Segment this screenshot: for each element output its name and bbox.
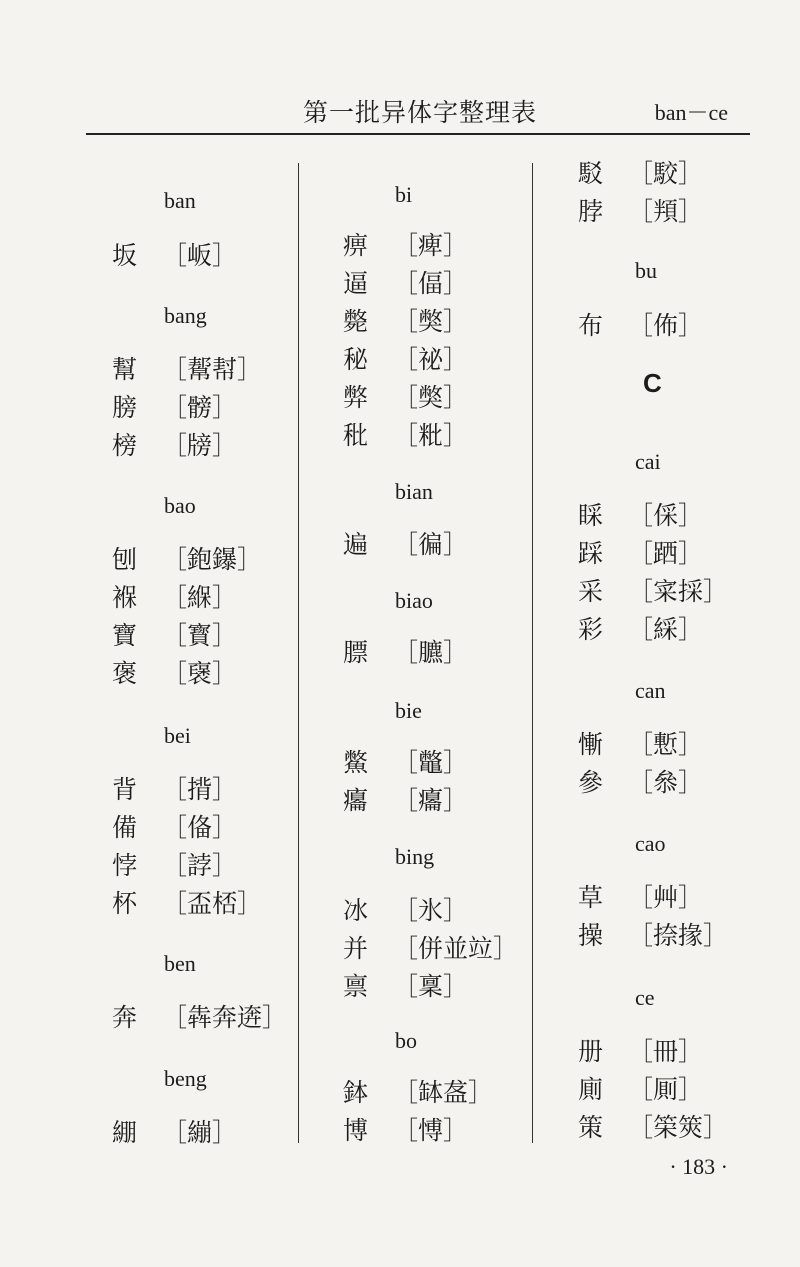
pinyin-heading: ce xyxy=(635,985,655,1010)
variant-entry xyxy=(112,891,262,916)
variant-entry xyxy=(112,815,237,840)
standard-character: 册 xyxy=(578,1037,604,1066)
variant-entry xyxy=(112,585,237,610)
variant-characters: ［叅］ xyxy=(628,768,704,797)
variant-characters: ［厠］ xyxy=(628,1075,704,1104)
variant-characters: ［臕］ xyxy=(393,638,469,667)
variant-entry xyxy=(578,161,703,186)
variant-characters: ［慙］ xyxy=(628,730,704,759)
standard-character: 采 xyxy=(578,577,604,606)
variant-entry xyxy=(578,923,728,948)
standard-character: 癟 xyxy=(343,786,369,815)
standard-character: 踩 xyxy=(578,539,604,568)
standard-character: 弊 xyxy=(343,383,369,412)
pinyin-heading: can xyxy=(635,678,666,703)
variant-entry xyxy=(112,661,237,686)
standard-character: 褒 xyxy=(112,659,138,688)
variant-entry xyxy=(343,974,468,999)
variant-entry xyxy=(578,1077,703,1102)
standard-character: 悖 xyxy=(112,851,138,880)
variant-characters: ［徧］ xyxy=(393,530,469,559)
variant-characters: ［頖］ xyxy=(628,197,704,226)
running-title: 第一批异体字整理表 xyxy=(302,98,537,127)
pinyin-heading: ban xyxy=(164,188,196,213)
variant-entry xyxy=(112,243,237,268)
variant-characters: ［倸］ xyxy=(628,501,704,530)
standard-character: 并 xyxy=(343,934,369,963)
column-divider-1 xyxy=(298,163,299,1143)
variant-entry xyxy=(343,233,468,258)
variant-characters: ［寀採］ xyxy=(628,577,729,606)
standard-character: 刨 xyxy=(112,545,138,574)
variant-characters: ［牓］ xyxy=(162,431,238,460)
standard-character: 脖 xyxy=(578,197,604,226)
variant-entry xyxy=(343,936,518,961)
standard-character: 冰 xyxy=(343,896,369,925)
pinyin-heading: bang xyxy=(164,303,207,328)
variant-characters: ［俻］ xyxy=(162,813,238,842)
variant-characters: ［鼈］ xyxy=(393,748,469,777)
pinyin-heading: beng xyxy=(164,1066,207,1091)
variant-characters: ［幚幇］ xyxy=(162,355,263,384)
standard-character: 操 xyxy=(578,921,604,950)
standard-character: 褓 xyxy=(112,583,138,612)
variant-characters: ［痺］ xyxy=(393,231,469,260)
pinyin-heading: bie xyxy=(395,698,422,723)
variant-characters: ［偪］ xyxy=(393,269,469,298)
variant-entry xyxy=(112,623,237,648)
variant-entry xyxy=(343,309,468,334)
variant-entry xyxy=(343,423,468,448)
pinyin-heading: bian xyxy=(395,479,433,504)
variant-characters: ［誖］ xyxy=(162,851,238,880)
pinyin-heading: bo xyxy=(395,1028,417,1053)
pinyin-heading: bing xyxy=(395,844,435,869)
variant-entry xyxy=(343,750,468,775)
variant-entry xyxy=(343,898,468,923)
variant-characters: ［襃］ xyxy=(162,659,238,688)
standard-character: 杯 xyxy=(112,889,138,918)
standard-character: 廁 xyxy=(578,1075,604,1104)
standard-character: 參 xyxy=(578,768,604,797)
variant-entry xyxy=(343,640,468,665)
variant-entry xyxy=(112,547,262,572)
section-letter: C xyxy=(643,368,662,398)
variant-entry xyxy=(112,395,237,420)
header-rule xyxy=(86,133,750,135)
variant-characters: ［獘］ xyxy=(393,383,469,412)
variant-characters: ［岅］ xyxy=(162,241,238,270)
variant-entry xyxy=(112,433,237,458)
standard-character: 鉢 xyxy=(343,1078,369,1107)
pinyin-heading: cai xyxy=(635,449,661,474)
standard-character: 逼 xyxy=(343,269,369,298)
variant-characters: ［筞筴］ xyxy=(628,1113,729,1142)
variant-characters: ［捺掾］ xyxy=(628,921,729,950)
variant-entry xyxy=(578,1115,728,1140)
variant-entry xyxy=(112,777,237,802)
variant-characters: ［鉋鑤］ xyxy=(162,545,263,574)
standard-character: 彩 xyxy=(578,615,604,644)
variant-characters: ［跴］ xyxy=(628,539,704,568)
variant-characters: ［獘］ xyxy=(393,307,469,336)
variant-entry xyxy=(578,885,703,910)
variant-entry xyxy=(343,347,468,372)
standard-character: 坂 xyxy=(112,241,138,270)
pinyin-heading: cao xyxy=(635,831,666,856)
standard-character: 膀 xyxy=(112,393,138,422)
standard-character: 禀 xyxy=(343,972,369,1001)
variant-entry xyxy=(578,732,703,757)
variant-characters: ［艸］ xyxy=(628,883,704,912)
standard-character: 奔 xyxy=(112,1003,138,1032)
pinyin-heading: ben xyxy=(164,951,196,976)
variant-entry xyxy=(578,770,703,795)
variant-characters: ［氷］ xyxy=(393,896,469,925)
variant-characters: ［盃桮］ xyxy=(162,889,263,918)
standard-character: 榜 xyxy=(112,431,138,460)
standard-character: 背 xyxy=(112,775,138,804)
standard-character: 斃 xyxy=(343,307,369,336)
variant-characters: ［揹］ xyxy=(162,775,238,804)
variant-entry xyxy=(578,617,703,642)
standard-character: 策 xyxy=(578,1113,604,1142)
variant-characters: ［髈］ xyxy=(162,393,238,422)
variant-characters: ［佈］ xyxy=(628,311,704,340)
standard-character: 遍 xyxy=(343,530,369,559)
variant-characters: ［緥］ xyxy=(162,583,238,612)
variant-entry xyxy=(343,385,468,410)
variant-characters: ［稟］ xyxy=(393,972,469,1001)
standard-character: 幫 xyxy=(112,355,138,384)
pinyin-heading: bei xyxy=(164,723,191,748)
standard-character: 博 xyxy=(343,1116,369,1145)
standard-character: 備 xyxy=(112,813,138,842)
variant-entry xyxy=(343,1118,468,1143)
variant-characters: ［寳］ xyxy=(162,621,238,650)
variant-entry xyxy=(578,313,703,338)
variant-characters: ［犇奔逩］ xyxy=(162,1003,288,1032)
variant-entry xyxy=(343,1080,493,1105)
pinyin-range: ban－ce xyxy=(654,100,728,125)
pinyin-heading: biao xyxy=(395,588,433,613)
pinyin-heading: bu xyxy=(635,258,657,283)
variant-characters: ［併並竝］ xyxy=(393,934,519,963)
variant-characters: ［愽］ xyxy=(393,1116,469,1145)
variant-entry xyxy=(578,1039,703,1064)
variant-characters: ［繃］ xyxy=(162,1118,238,1147)
pinyin-heading: bi xyxy=(395,182,413,207)
variant-entry xyxy=(578,503,703,528)
variant-entry xyxy=(112,357,262,382)
variant-characters: ［粃］ xyxy=(393,421,469,450)
variant-entry xyxy=(112,1005,287,1030)
standard-character: 鱉 xyxy=(343,748,369,777)
standard-character: 駁 xyxy=(578,159,604,188)
column-divider-2 xyxy=(532,163,533,1143)
standard-character: 秕 xyxy=(343,421,369,450)
variant-entry xyxy=(578,579,728,604)
variant-entry xyxy=(578,541,703,566)
variant-entry xyxy=(112,1120,237,1145)
variant-characters: ［駮］ xyxy=(628,159,704,188)
variant-entry xyxy=(578,199,703,224)
standard-character: 膘 xyxy=(343,638,369,667)
variant-entry xyxy=(343,532,468,557)
variant-characters: ［祕］ xyxy=(393,345,469,374)
variant-characters: ［癟］ xyxy=(393,786,469,815)
standard-character: 睬 xyxy=(578,501,604,530)
standard-character: 秘 xyxy=(343,345,369,374)
variant-entry xyxy=(343,788,468,813)
standard-character: 慚 xyxy=(578,730,604,759)
variant-entry xyxy=(112,853,237,878)
variant-characters: ［缽盋］ xyxy=(393,1078,494,1107)
standard-character: 布 xyxy=(578,311,604,340)
variant-characters: ［綵］ xyxy=(628,615,704,644)
standard-character: 草 xyxy=(578,883,604,912)
standard-character: 綳 xyxy=(112,1118,138,1147)
standard-character: 寶 xyxy=(112,621,138,650)
page-number: · 183 · xyxy=(669,1154,728,1179)
variant-characters: ［冊］ xyxy=(628,1037,704,1066)
standard-character: 痹 xyxy=(343,231,369,260)
variant-entry xyxy=(343,271,468,296)
pinyin-heading: bao xyxy=(164,493,196,518)
